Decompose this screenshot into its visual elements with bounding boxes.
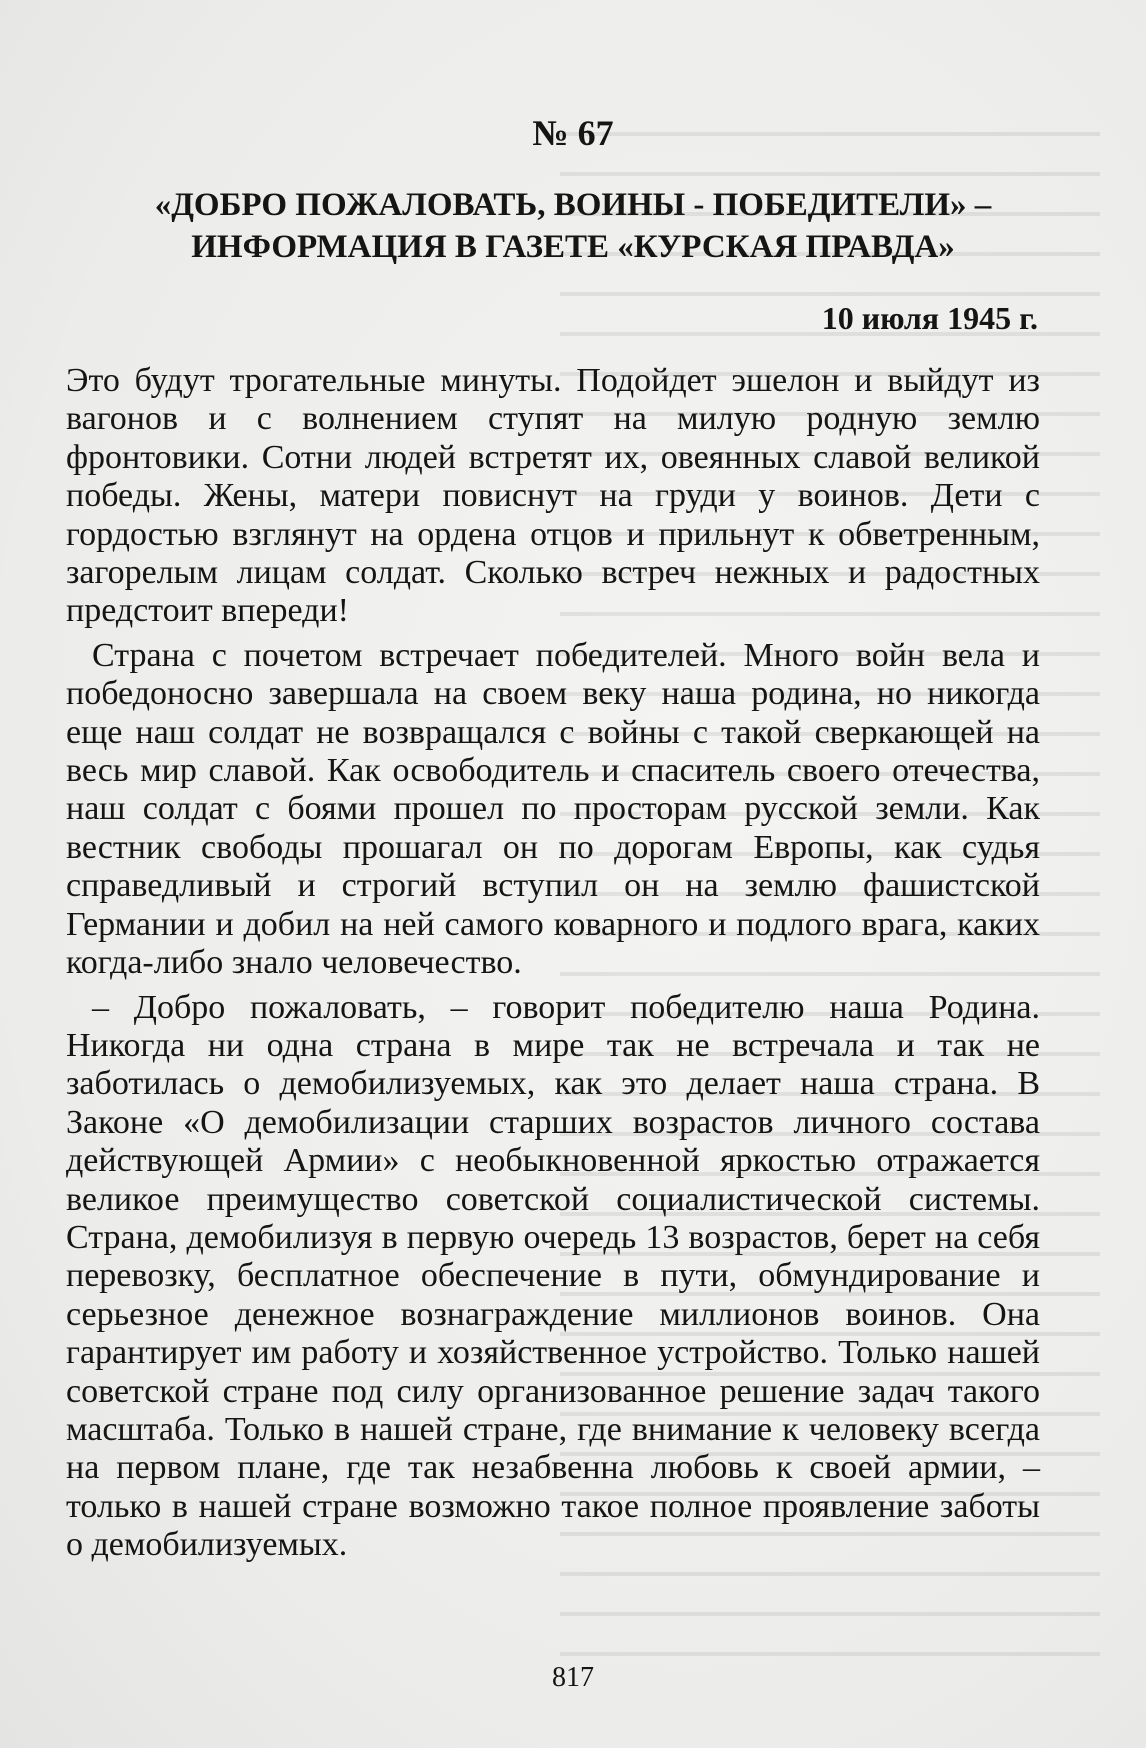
paragraph-3: – Добро пожаловать, – говорит победителю наша Родина. Никогда ни одна страна в мире так не встречала и так не заботилась о демобилизуемых, как это делает наша страна. В Законе «О демобилизации старших возрастов личного состава действующей Армии» с необыкновенной яркостью отражается великое преимущество советской социалистической системы. Страна, демобилизуя в первую очередь 13 возрастов, берет на себя перевозку, бесплатное обеспечение в пути, обмундирование и серьезное денежное вознаграждение миллионов воинов. Она гарантирует им работу и хозяйственное устройство. Только нашей советской стране под силу организованное решение задач такого масштаба. Только в нашей стране, где внимание к человеку всегда на первом плане, где так незабвенна любовь к своей армии, – только в нашей стране возможно такое полное проявление заботы о демобилизуемых. xyxy=(66,988,1040,1564)
page-number: 817 xyxy=(552,1662,594,1693)
document-number: № 67 xyxy=(532,113,614,153)
title-line-2: ИНФОРМАЦИЯ В ГАЗЕТЕ «КУРСКАЯ ПРАВДА» xyxy=(191,229,955,265)
document-date: 10 июля 1945 г. xyxy=(821,300,1038,336)
title-line-1: «ДОБРО ПОЖАЛОВАТЬ, ВОИНЫ - ПОБЕДИТЕЛИ» – xyxy=(154,187,992,223)
article-body xyxy=(66,362,1040,1571)
paragraph-2: Страна с почетом встречает победителей. Много войн вела и победоносно завершала на своем веку наша родина, но никогда еще наш солдат не возвращался с войны с такой сверкающей на весь мир славой. Как освободитель и спаситель своего отечества, наш солдат с боями прошел по просторам русской земли. Как вестник свободы прошагал он по дорогам Европы, как судья справедливый и строгий вступил он на землю фашистской Германии и добил на ней самого коварного и подлого врага, каких когда-либо знало человечество. xyxy=(66,636,1040,982)
paragraph-1: Это будут трогательные минуты. Подойдет эшелон и выйдут из вагонов и с волнением ступят на милую родную землю фронтовики. Сотни людей встретят их, овеянных славой великой победы. Жены, матери повиснут на груди у воинов. Дети с гордостью взглянут на ордена отцов и прильнут к обветренным, загорелым лицам солдат. Сколько встреч нежных и радостных предстоит впереди! xyxy=(66,362,1040,630)
document-title xyxy=(70,184,1076,268)
